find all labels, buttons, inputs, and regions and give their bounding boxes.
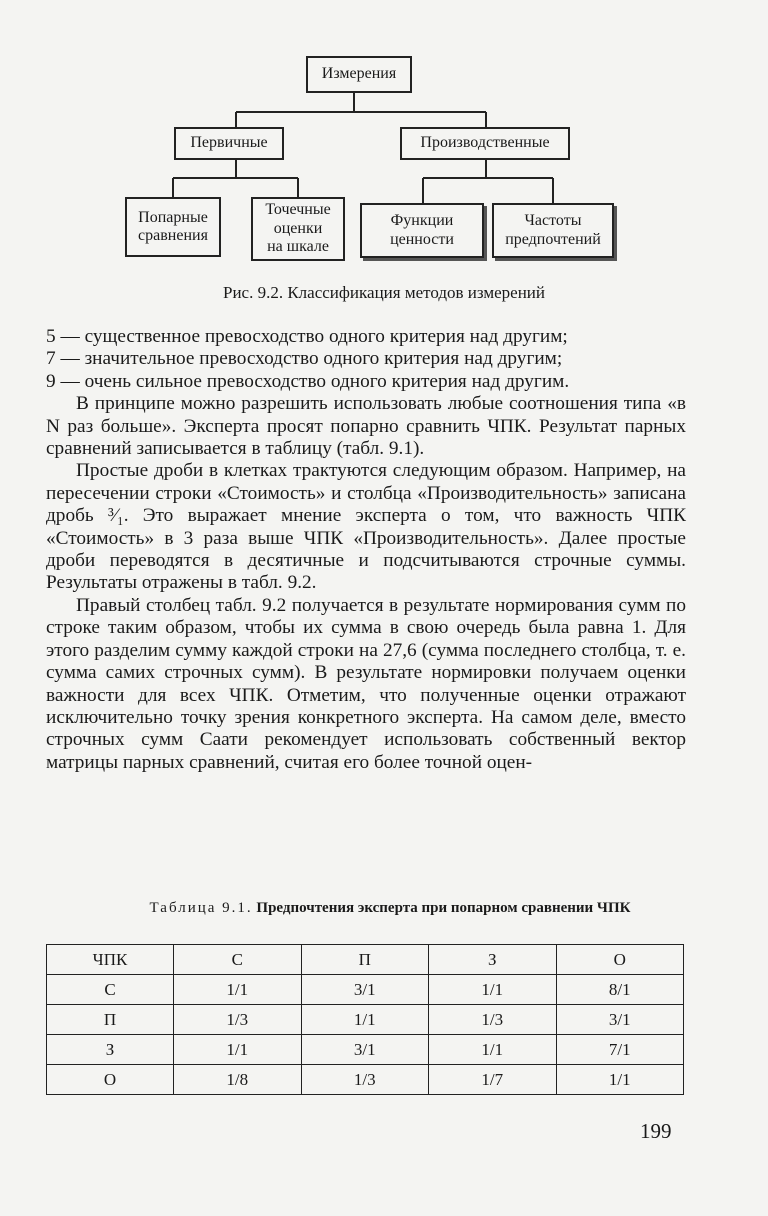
header-cell: П bbox=[301, 945, 429, 975]
table-row bbox=[47, 1065, 684, 1095]
table-cell: 8/1 bbox=[556, 975, 684, 1005]
scale-item-9: 9 — очень сильное превосходство одного критерия над другим. bbox=[46, 370, 570, 392]
scale-item-7: 7 — значительное превосходство одного критерия над другим; bbox=[46, 348, 563, 370]
table-cell: 1/1 bbox=[301, 1005, 429, 1035]
paragraph: Правый столбец табл. 9.2 получается в результате нормирования сумм по строке таким образом, чтобы их сумма в свою очередь была равна 1. Для этого разделим сумму каждой строки на 27,6 (сумма последнего столбца, т. е. сумма самих строчных сумм). В результате нормировки получаем оценки важности для всех ЧПК. Отметим, что полученные оценки отражают исключительно точку зрения конкретного эксперта. На самом деле, вместо строчных сумм Саати рекомендует использовать собственный вектор матрицы парных сравнений, считая его более точной оцен- bbox=[46, 594, 686, 773]
leaf-line: Попарные bbox=[138, 208, 208, 226]
table-cell: 1/7 bbox=[429, 1065, 557, 1095]
value-functions-node bbox=[360, 203, 484, 258]
paragraph: Простые дроби в клетках трактуются следующим образом. Например, на пересечении строки «Стоимость» и столбца «Производительность» записана дробь ³⁄₁. Это выражает мнение эксперта о том, что важность ЧПК «Стоимость» в 3 раза выше ЧПК «Производительность». Далее простые дроби переводятся в десятичные и подсчитываются строчные суммы. Результаты отражены в табл. 9.2. bbox=[46, 460, 686, 594]
table-cell: П bbox=[47, 1005, 174, 1035]
table-header-row bbox=[47, 945, 684, 975]
table-cell: С bbox=[47, 975, 174, 1005]
pairwise-comparison-node bbox=[125, 197, 221, 257]
table-label: Таблица 9.1. bbox=[149, 900, 253, 916]
header-cell: ЧПК bbox=[47, 945, 174, 975]
preference-table bbox=[46, 944, 684, 1095]
leaf-line: оценки bbox=[273, 219, 323, 237]
point-estimates-node bbox=[251, 197, 345, 261]
leaf-line: Точечные bbox=[265, 201, 331, 219]
figure-caption: Рис. 9.2. Классификация методов измерений bbox=[223, 283, 545, 302]
table-cell: 1/1 bbox=[174, 975, 302, 1005]
table-cell: 1/1 bbox=[429, 1035, 557, 1065]
table-cell: 1/1 bbox=[174, 1035, 302, 1065]
body-text bbox=[46, 326, 686, 774]
table-cell: З bbox=[47, 1035, 174, 1065]
leaf-line: Частоты bbox=[524, 212, 582, 230]
table-cell: 1/3 bbox=[429, 1005, 557, 1035]
table-cell: 3/1 bbox=[301, 1035, 429, 1065]
page-number: 199 bbox=[640, 1119, 672, 1143]
leaf-line: на шкале bbox=[267, 238, 329, 256]
root-node: Измерения bbox=[306, 56, 412, 93]
table-cell: 1/3 bbox=[174, 1005, 302, 1035]
table-row bbox=[47, 1005, 684, 1035]
leaf-line: предпочтений bbox=[505, 230, 601, 248]
header-cell: С bbox=[174, 945, 302, 975]
preference-frequencies-node bbox=[492, 203, 614, 258]
table-cell: 1/1 bbox=[556, 1065, 684, 1095]
table-cell: 3/1 bbox=[556, 1005, 684, 1035]
table-cell: 7/1 bbox=[556, 1035, 684, 1065]
leaf-line: ценности bbox=[390, 230, 454, 248]
table-cell: 1/3 bbox=[301, 1065, 429, 1095]
classification-diagram bbox=[0, 0, 768, 300]
leaf-line: сравнения bbox=[138, 227, 208, 244]
header-cell: З bbox=[429, 945, 557, 975]
table-row bbox=[47, 975, 684, 1005]
table-caption bbox=[130, 900, 650, 917]
table-cell: 1/8 bbox=[174, 1065, 302, 1095]
table-cell: 1/1 bbox=[429, 975, 557, 1005]
production-node: Производственные bbox=[400, 127, 570, 160]
table-cell: О bbox=[47, 1065, 174, 1095]
paragraph: В принципе можно разрешить использовать любые соотношения типа «в N раз больше». Эксперта просят попарно сравнить ЧПК. Результат парных сравнений записывается в таблицу (табл. 9.1). bbox=[46, 393, 686, 460]
primary-node: Первичные bbox=[174, 127, 284, 160]
scale-item-5: 5 — существенное превосходство одного критерия над другим; bbox=[46, 326, 568, 347]
leaf-line: Функции bbox=[390, 212, 454, 230]
header-cell: О bbox=[556, 945, 684, 975]
table-row bbox=[47, 1035, 684, 1065]
table-title: Предпочтения эксперта при попарном сравнении ЧПК bbox=[256, 900, 631, 916]
table-cell: 3/1 bbox=[301, 975, 429, 1005]
